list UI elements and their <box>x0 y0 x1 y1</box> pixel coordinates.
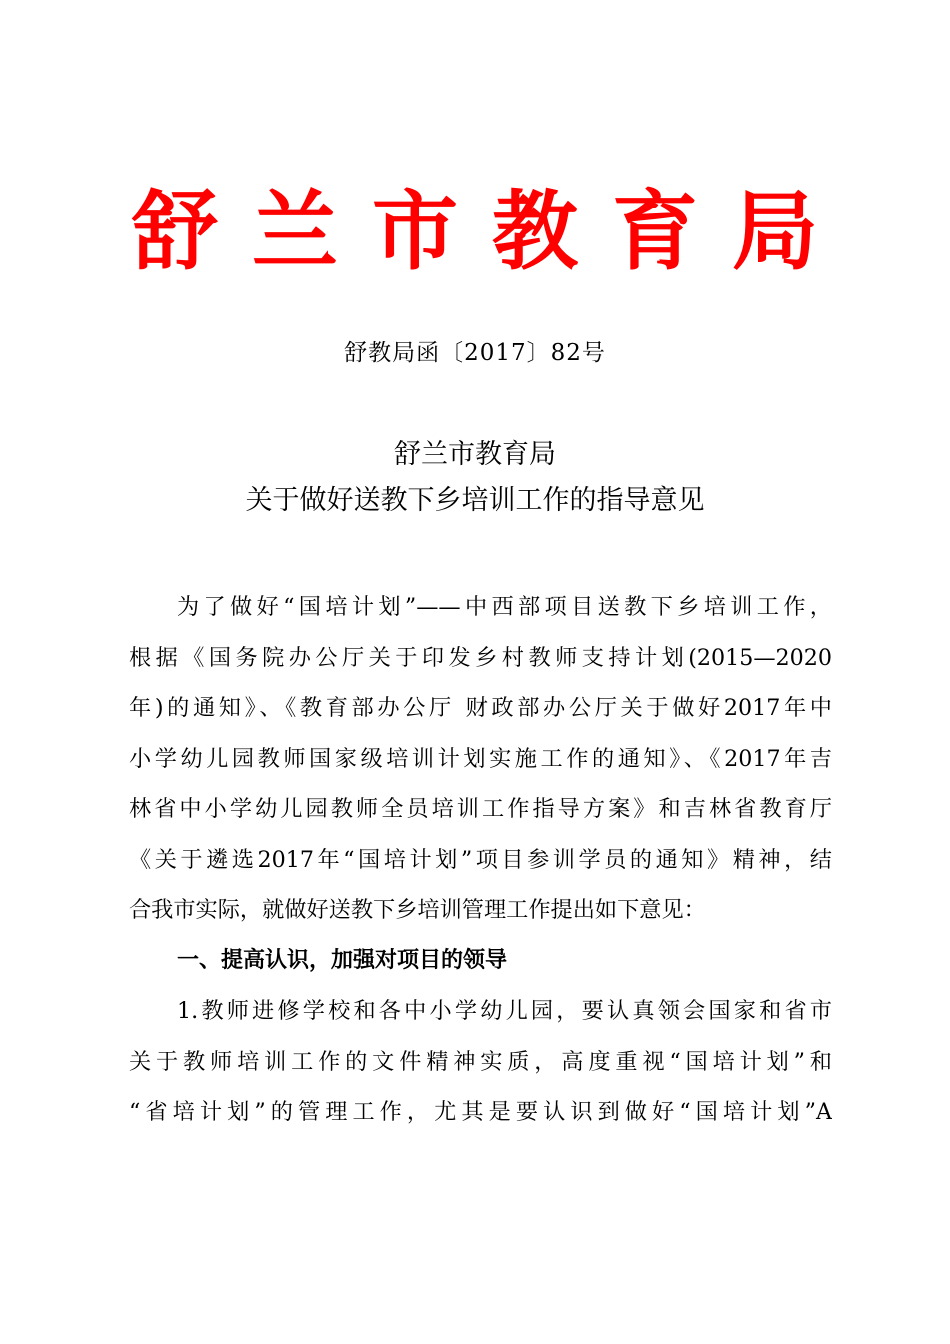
masthead-title: 舒兰市教育局 <box>132 181 852 282</box>
paragraph-line: 小学幼儿园教师国家级培训计划实施工作的通知》、《2017年吉 <box>129 745 832 772</box>
paragraph-line: 合我市实际，就做好送教下乡培训管理工作提出如下意见： <box>129 897 706 923</box>
document-number: 舒教局函〔2017〕82号 <box>344 340 606 366</box>
document-title <box>0 432 950 524</box>
paragraph-line: 《关于遴选2017年“国培计划”项目参训学员的通知》精神，结 <box>129 846 832 873</box>
paragraph-line: 根据《国务院办公厅关于印发乡村教师支持计划(2015—2020 <box>129 644 832 671</box>
document-body <box>129 582 832 1138</box>
paragraph-line: 林省中小学幼儿园教师全员培训工作指导方案》和吉林省教育厅 <box>129 796 832 822</box>
paragraph-line: 关于教师培训工作的文件精神实质，高度重视“国培计划”和 <box>129 1048 832 1075</box>
title-line-1: 舒兰市教育局 <box>394 439 556 470</box>
paragraph-line: 1.教师进修学校和各中小学幼儿园，要认真领会国家和省市 <box>177 998 832 1024</box>
paragraph-line: 为了做好“国培计划”——中西部项目送教下乡培训工作， <box>177 594 832 620</box>
section-heading: 一、提高认识，加强对项目的领导 <box>177 947 508 973</box>
paragraph-line: “省培计划”的管理工作，尤其是要认识到做好“国培计划”A <box>129 1099 832 1125</box>
paragraph-line: 年)的通知》、《教育部办公厅 财政部办公厅关于做好2017年中 <box>129 695 832 721</box>
title-line-2: 关于做好送教下乡培训工作的指导意见 <box>245 485 705 516</box>
